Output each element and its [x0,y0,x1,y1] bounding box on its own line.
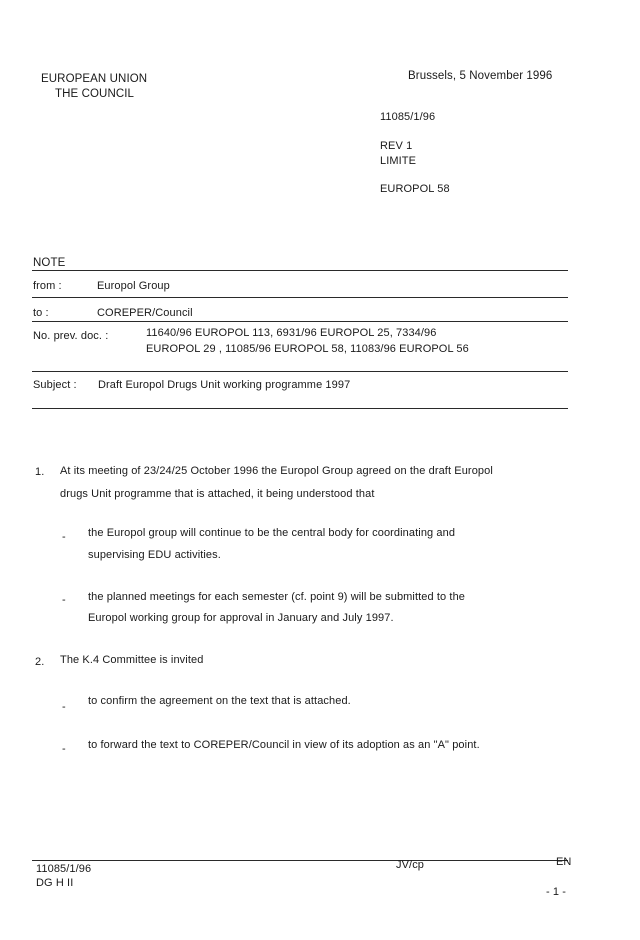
bullet-dash: - [62,531,66,543]
bullet-dash: - [62,594,66,606]
subject-value: Draft Europol Drugs Unit working programme 1997 [98,379,351,391]
document-number: 11085/1/96 [380,111,436,123]
footer-page-number: - 1 - [546,886,567,898]
bullet-3-line-1: to confirm the agreement on the text that is attached. [88,695,351,707]
footer-initials: JV/cp [396,859,425,871]
bullet-1-line-2: supervising EDU activities. [88,549,221,561]
previous-doc-line-2: EUROPOL 29 , 11085/96 EUROPOL 58, 11083/96 EUROPOL 56 [146,343,469,355]
to-label: to : [33,307,49,319]
previous-doc-label: No. prev. doc. : [33,330,109,342]
europol-reference: EUROPOL 58 [380,183,450,195]
divider [32,270,568,271]
paragraph-2-line-1: The K.4 Committee is invited [60,654,204,666]
divider [32,321,568,322]
footer-document-number: 11085/1/96 [36,863,92,875]
bullet-2-line-2: Europol working group for approval in January and July 1997. [88,612,394,624]
org-name: EUROPEAN UNION [41,73,148,85]
bullet-dash: - [62,743,66,755]
from-value: Europol Group [97,280,170,292]
note-title: NOTE [33,257,66,269]
bullet-1-line-1: the Europol group will continue to be the central body for coordinating and [88,527,456,539]
document-date: Brussels, 5 November 1996 [408,70,553,82]
subject-label: Subject : [33,379,77,391]
classification-label: LIMITE [380,155,417,167]
footer-language: EN [556,856,572,868]
from-label: from : [33,280,62,292]
previous-doc-line-1: 11640/96 EUROPOL 113, 6931/96 EUROPOL 25, 7334/96 [146,327,437,339]
revision-label: REV 1 [380,140,413,152]
to-value: COREPER/Council [97,307,193,319]
paragraph-1-line-2: drugs Unit programme that is attached, it being understood that [60,488,375,500]
bullet-dash: - [62,701,66,713]
divider [32,408,568,409]
paragraph-1-number: 1. [35,466,45,478]
org-subname: THE COUNCIL [55,88,135,100]
divider [32,371,568,372]
paragraph-1-line-1: At its meeting of 23/24/25 October 1996 the Europol Group agreed on the draft Europol [60,465,493,477]
bullet-4-line-1: to forward the text to COREPER/Council in view of its adoption as an "A" point. [88,739,480,751]
footer-divider [32,860,568,861]
bullet-2-line-1: the planned meetings for each semester (cf. point 9) will be submitted to the [88,591,466,603]
divider [32,297,568,298]
paragraph-2-number: 2. [35,656,45,668]
footer-directorate: DG H II [36,877,74,889]
